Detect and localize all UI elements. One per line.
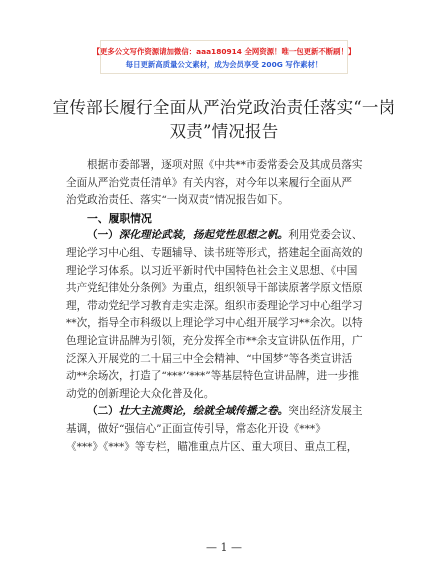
intro-line: 全面从严治党责任清单》有关内容，对今年以来履行全面从严 xyxy=(66,176,353,189)
document-title-line-1: 宣传部长履行全面从严治党政治责任落实“一岗 xyxy=(52,98,396,117)
paragraph-line: 基调，做好“强信心”正面宣传引导，常态化开设《***》 xyxy=(66,422,326,435)
promo-line-1: 【更多公文写作资源请加微信：aaa180914 全网资源！唯一包更新不断刷！】 xyxy=(92,47,356,56)
subsection-1-first-line xyxy=(66,227,391,245)
document-body xyxy=(66,157,391,456)
paragraph-line: 理，带动党纪学习教育走实走深。组织市委理论学习中心组学习 xyxy=(66,299,363,312)
paragraph-line: 色理论宣讲品牌为引领，充分发挥全市**余支宣讲队伍作用，广 xyxy=(66,334,363,347)
subsection-2-title: 壮大主流舆论，绘就全域传播之卷。 xyxy=(118,405,289,418)
paragraph-line: 动党的创新理论大众化普及化。 xyxy=(66,387,215,400)
intro-line: 治党政治责任、落实“一岗双责”情况报告如下。 xyxy=(66,194,289,207)
subsection-1-label: （一） xyxy=(87,229,119,242)
paragraph-line: 共产党纪律处分条例》为重点，组织领导干部读原著学原文悟原 xyxy=(66,282,363,295)
paragraph-line: 理论学习体系。以习近平新时代中国特色社会主义思想、《中国 xyxy=(66,264,358,277)
section-heading: 一、履职情况 xyxy=(87,211,152,225)
paragraph-line: 泛深入开展党的二十届三中全会精神、“中国梦”等各类宣讲活 xyxy=(66,352,353,365)
document-title-line-2: 双责”情况报告 xyxy=(169,122,279,141)
paragraph-line: 动**余场次，打造了“***’‘***”等基层特色宣讲品牌，进一步推 xyxy=(66,370,360,383)
paragraph-line: **次，指导全市科级以上理论学习中心组开展学习**余次。以特 xyxy=(66,317,363,330)
promo-banner xyxy=(0,0,448,78)
subsection-2-text: 突出经济发展主 xyxy=(288,405,363,418)
promo-line-2: 每日更新高质量公文素材，成为会员享受 200G 写作素材！ xyxy=(125,60,323,69)
subsection-1-text: 利用党委会议、 xyxy=(288,229,363,242)
subsection-2-first-line xyxy=(66,403,391,421)
subsection-1-title: 深化理论武装，扬起党性思想之帆。 xyxy=(118,229,289,242)
intro-line: 根据市委部署，逐项对照《中共**市委常委会及其成员落实 xyxy=(87,159,363,171)
page-number: — 1 — xyxy=(206,541,242,554)
paragraph-line: 理论学习中心组、专题辅导、读书班等形式，搭建起全面高效的 xyxy=(66,246,363,259)
paragraph-line: 《***》《***》等专栏，瞄准重点片区、重大项目、重点工程， xyxy=(66,440,358,453)
subsection-2-label: （二） xyxy=(87,405,119,418)
